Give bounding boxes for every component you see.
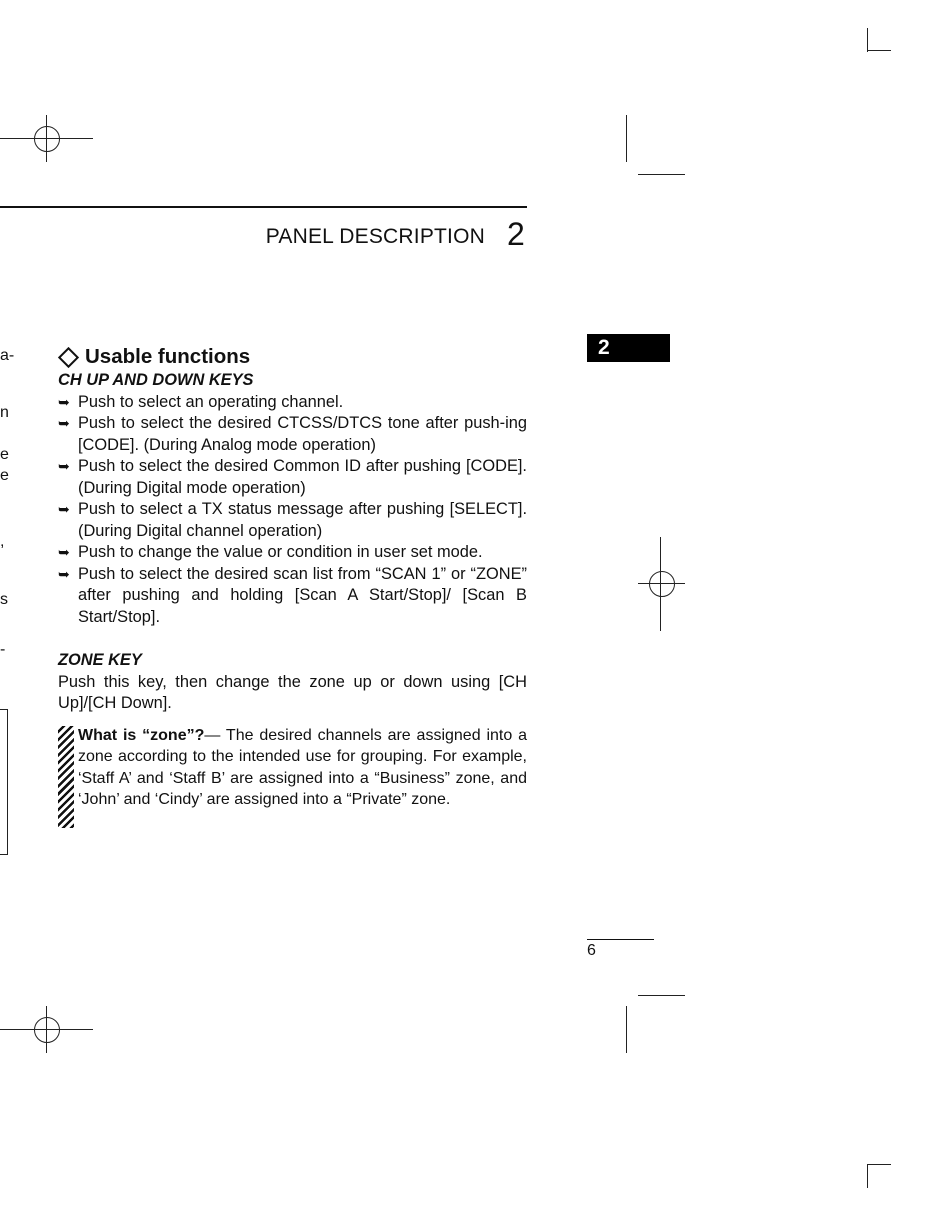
- page-number-rule: [587, 939, 654, 940]
- page-number: 6: [587, 942, 596, 959]
- ch-keys-list: [58, 392, 527, 629]
- note-hatch-icon: [58, 726, 74, 828]
- left-fragment: a-: [0, 347, 15, 364]
- chapter-tab: 2: [587, 334, 670, 362]
- left-fragment: -: [0, 641, 6, 658]
- left-fragment: e: [0, 446, 9, 463]
- header-rule: [0, 206, 527, 208]
- list-item: [58, 542, 527, 564]
- note-box: [58, 725, 527, 811]
- left-fragment: n: [0, 404, 9, 421]
- list-item-text: Push to select the desired Common ID after pushing [CODE]. (During Digital mode operation): [78, 457, 527, 497]
- arrow-right-icon: ➥: [58, 565, 70, 582]
- arrow-right-icon: ➥: [58, 458, 70, 474]
- list-item: [58, 456, 527, 499]
- note-lead: What is “zone”?: [78, 726, 205, 744]
- list-item-text: Push to select a TX status message after pushing [SELECT]. (During Digital channel operation): [78, 500, 527, 540]
- list-item: [58, 499, 527, 542]
- left-fragment: ,: [0, 533, 5, 550]
- list-item: [58, 564, 527, 629]
- arrow-right-icon: ➥: [58, 415, 70, 431]
- list-item: [58, 392, 527, 414]
- arrow-right-icon: ➥: [58, 544, 70, 560]
- zone-key-body: Push this key, then change the zone up or down using [CH Up]/[CH Down].: [58, 672, 527, 712]
- arrow-right-icon: ➥: [58, 501, 70, 517]
- ch-keys-subheading: CH UP AND DOWN KEYS: [58, 371, 254, 389]
- arrow-right-icon: ➥: [58, 393, 70, 410]
- list-item-text: Push to select the desired CTCSS/DTCS tone after push-ing [CODE]. (During Analog mode operation): [78, 414, 527, 454]
- list-item-text: Push to select the desired scan list from “SCAN 1” or “ZONE” after pushing and holding [Scan A Start/Stop]/ [Scan B Start/Stop].: [78, 564, 527, 626]
- section-title: PANEL DESCRIPTION: [265, 225, 485, 248]
- section-number: 2: [507, 216, 525, 252]
- section-heading: [58, 344, 527, 370]
- left-column-box: [0, 709, 8, 855]
- main-content: [58, 344, 527, 811]
- diamond-outline-icon: [58, 346, 79, 367]
- left-fragment: e: [0, 467, 9, 484]
- left-fragment: s: [0, 591, 8, 608]
- list-item-text: Push to change the value or condition in user set mode.: [78, 543, 483, 561]
- list-item: [58, 413, 527, 456]
- note-text: — The desired channels are assigned into a zone according to the intended use for grouping. For example, ‘Staff A’ and ‘Staff B’ are assigned into a “Business” zone, and ‘John’ and ‘Cindy’ are assigned into a “Private” zone.: [78, 726, 527, 808]
- list-item-text: Push to select an operating channel.: [78, 392, 344, 411]
- zone-key-subheading: ZONE KEY: [58, 651, 142, 669]
- section-heading-text: Usable functions: [85, 345, 251, 368]
